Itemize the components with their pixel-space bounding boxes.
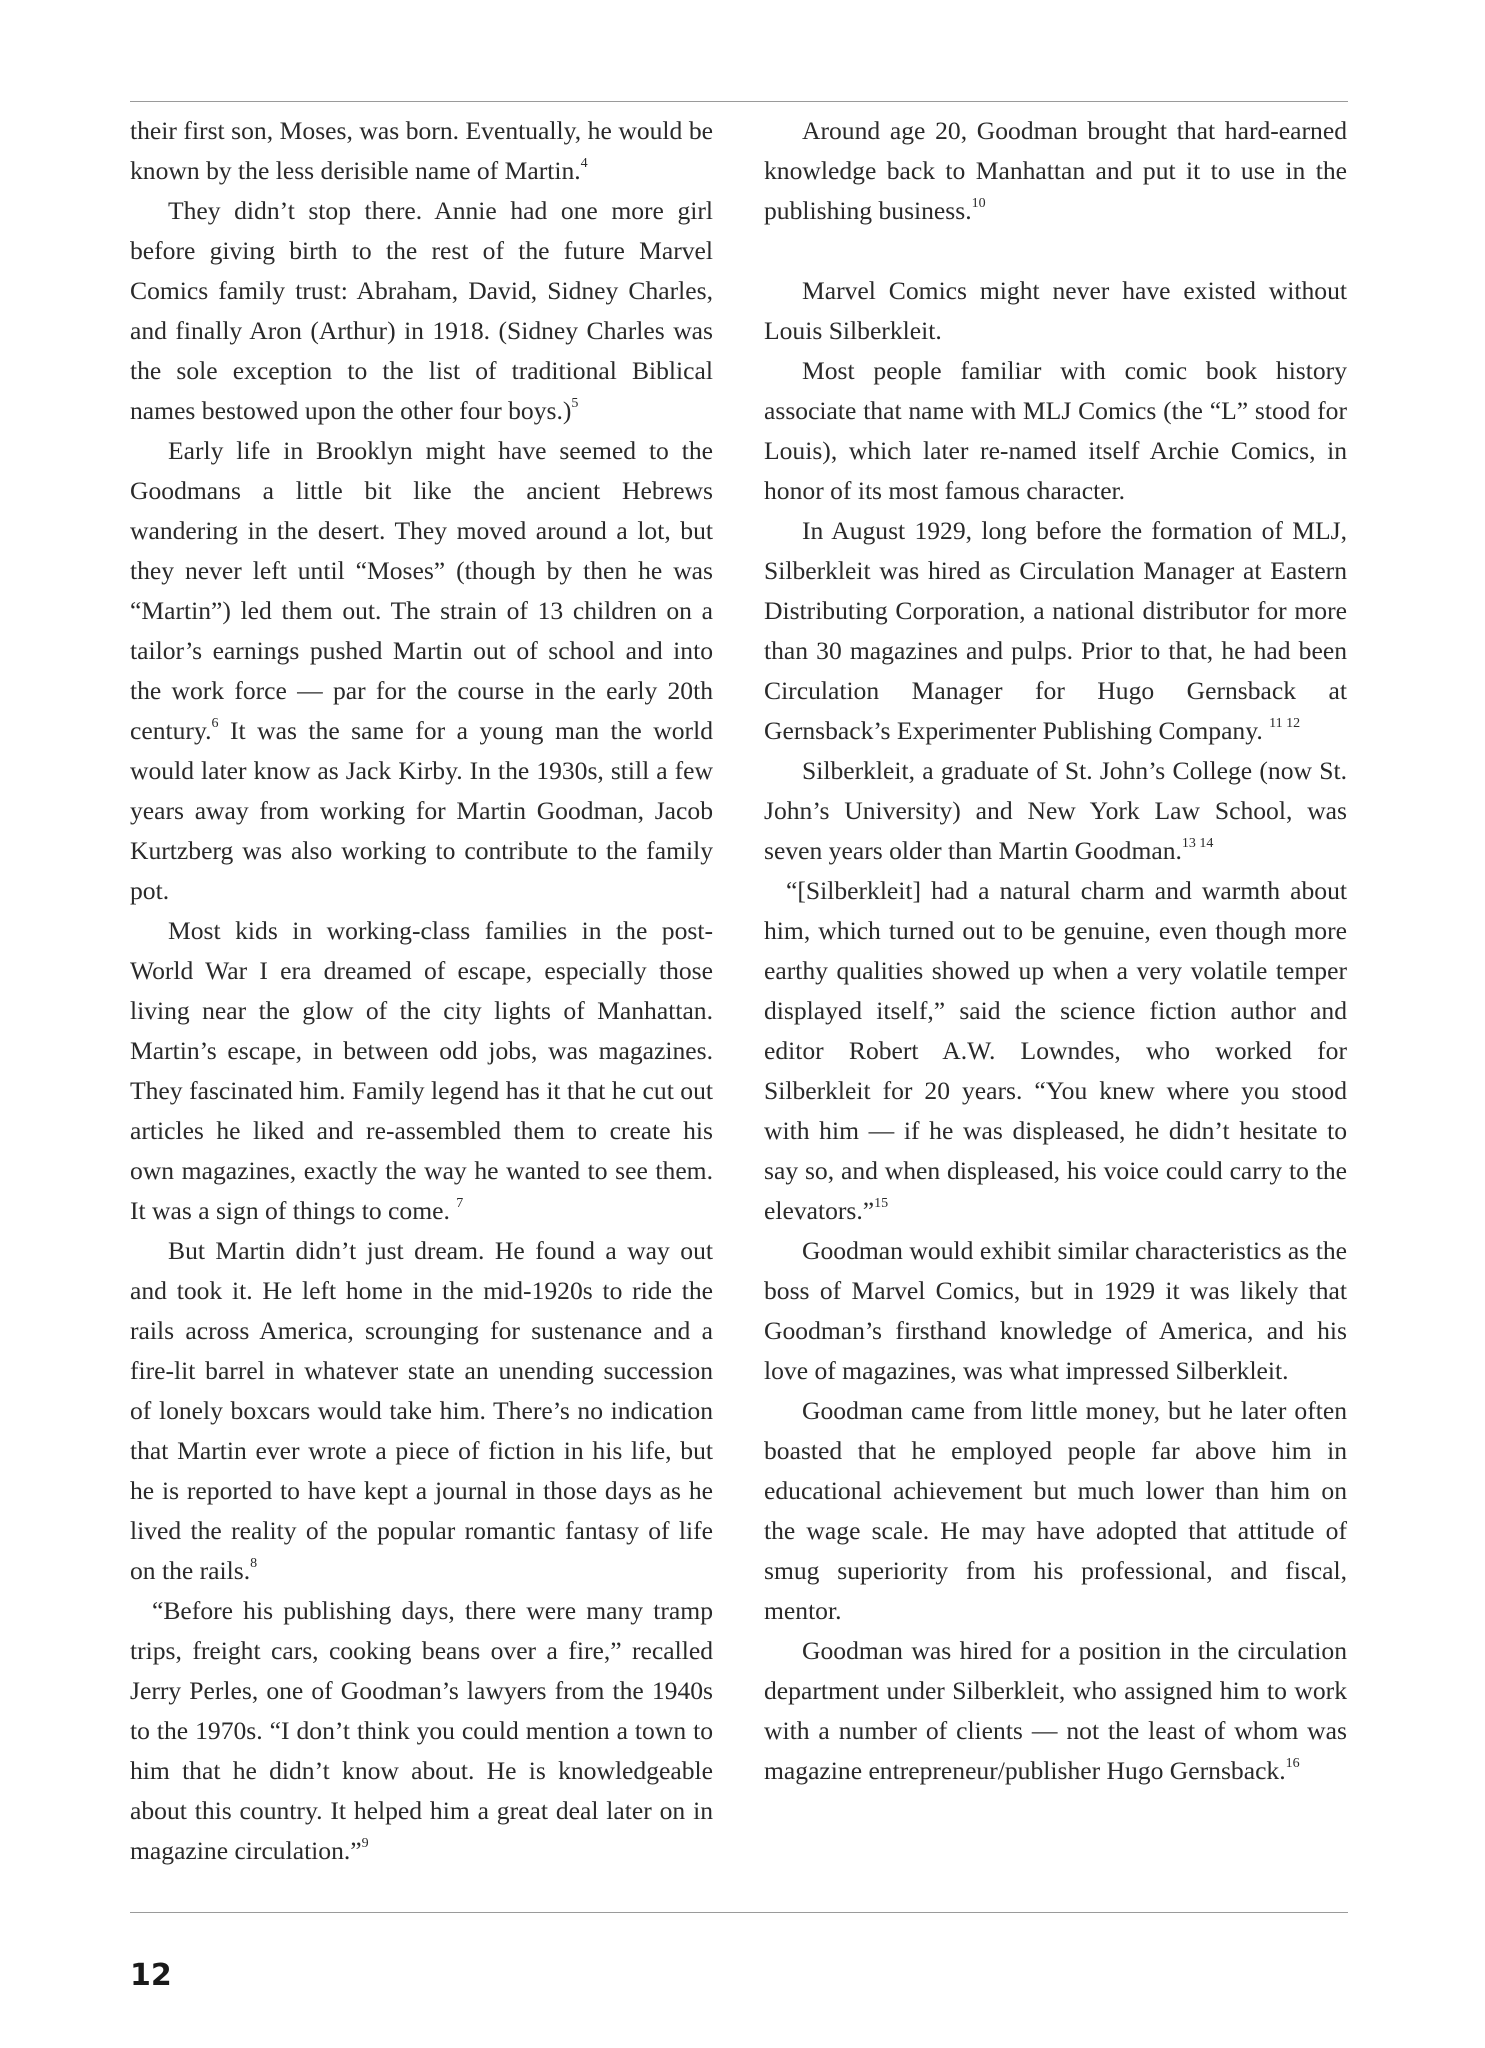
- paragraph: Goodman would exhibit similar characteristics as the boss of Marvel Comics, but in 1929 it was likely that Goodman’s firsthand knowledge of America, and his love of magazines, was what impressed Silberkleit.: [764, 1236, 1347, 1385]
- bottom-rule: [130, 1912, 1348, 1913]
- left-column: [130, 111, 713, 1871]
- right-column: [764, 111, 1347, 1791]
- page-number: 12: [130, 1958, 172, 1993]
- footnote-ref: 9: [361, 1836, 369, 1852]
- paragraph: Goodman was hired for a position in the circulation department under Silberkleit, who assigned him to work with a number of clients — not the least of whom was magazine entrepreneur/publisher Hugo Gernsback.$^{16}$: [764, 1636, 1347, 1785]
- paragraph: Around age 20, Goodman brought that hard-earned knowledge back to Manhattan and put it to use in the publishing business.$^{10}$: [764, 116, 1347, 225]
- paragraph: “[Silberkleit] had a natural charm and warmth about him, which turned out to be genuine, even though more earthy qualities showed up when a very volatile temper displayed itself,” said the science fiction author and editor Robert A.W. Lowndes, who worked for Silberkleit for 20 years. “You knew where you stood with him — if he was displeased, he didn’t hesitate to say so, and when displeased, his voice could carry to the elevators.”$^{15}$: [764, 876, 1347, 1225]
- paragraph: Most kids in working-class families in the post-World War I era dreamed of escape, especially those living near the glow of the city lights of Manhattan. Martin’s escape, in between odd jobs, was magazines. They fascinated him. Family legend has it that he cut out articles he liked and re-assembled them to create his own magazines, exactly the way he wanted to see them. It was a sign of things to come. $^7$: [130, 916, 713, 1225]
- footnote-ref: 13 14: [1181, 836, 1214, 852]
- paragraph: But Martin didn’t just dream. He found a way out and took it. He left home in the mid-1920s to ride the rails across America, scrounging for sustenance and a fire-lit barrel in whatever state an unending succession of lonely boxcars would take him. There’s no indication that Martin ever wrote a piece of fiction in his life, but he is reported to have kept a journal in those days as he lived the reality of the popular romantic fantasy of life on the rails.$^8$: [130, 1236, 713, 1585]
- paragraph: Silberkleit, a graduate of St. John’s College (now St. John’s University) and New York Law School, was seven years older than Martin Goodman.$^{13 14}$: [764, 756, 1347, 865]
- paragraph: Marvel Comics might never have existed without Louis Silberkleit.: [764, 276, 1347, 345]
- paragraph: Early life in Brooklyn might have seemed to the Goodmans a little bit like the ancient Hebrews wandering in the desert. They moved around a lot, but they never left until “Moses” (though by then he was “Martin”) led them out. The strain of 13 children on a tailor’s earnings pushed Martin out of school and into the work force — par for the course in the early 20th century.$^6$ It was the same for a young man the world would later know as Jack Kirby. In the 1930s, still a few years away from working for Martin Goodman, Jacob Kurtzberg was also working to contribute to the family pot.: [130, 436, 713, 905]
- footnote-ref: 6: [211, 716, 219, 732]
- footnote-ref: 7: [456, 1196, 464, 1212]
- footnote-ref: 11 12: [1269, 716, 1301, 732]
- footnote-ref: 5: [571, 396, 579, 412]
- footnote-ref: 15: [874, 1196, 889, 1212]
- paragraph: They didn’t stop there. Annie had one more girl before giving birth to the rest of the future Marvel Comics family trust: Abraham, David, Sidney Charles, and finally Aron (Arthur) in 1918. (Sidney Charles was the sole exception to the list of traditional Biblical names bestowed upon the other four boys.)$^5$: [130, 196, 713, 425]
- footnote-ref: 16: [1285, 1756, 1300, 1772]
- footnote-ref: 4: [580, 156, 588, 172]
- top-rule: [130, 101, 1348, 102]
- footnote-ref: 10: [971, 196, 986, 212]
- paragraph: “Before his publishing days, there were many tramp trips, freight cars, cooking beans over a fire,” recalled Jerry Perles, one of Goodman’s lawyers from the 1940s to the 1970s. “I don’t think you could mention a town to him that he didn’t know about. He is knowledgeable about this country. It helped him a great deal later on in magazine circulation.”$^9$: [130, 1596, 713, 1865]
- paragraph: In August 1929, long before the formation of MLJ, Silberkleit was hired as Circulation Manager at Eastern Distributing Corporation, a national distributor for more than 30 magazines and pulps. Prior to that, he had been Circulation Manager for Hugo Gernsback at Gernsback’s Experimenter Publishing Company. $^{11 12}$: [764, 516, 1347, 745]
- paragraph: Goodman came from little money, but he later often boasted that he employed people far above him in educational achievement but much lower than him on the wage scale. He may have adopted that attitude of smug superiority from his professional, and fiscal, mentor.: [764, 1396, 1347, 1625]
- paragraph: Most people familiar with comic book history associate that name with MLJ Comics (the “L” stood for Louis), which later re-named itself Archie Comics, in honor of its most famous character.: [764, 356, 1347, 505]
- footnote-ref: 8: [250, 1556, 258, 1572]
- paragraph: their first son, Moses, was born. Eventually, he would be known by the less derisible name of Martin.$^4$: [130, 116, 713, 185]
